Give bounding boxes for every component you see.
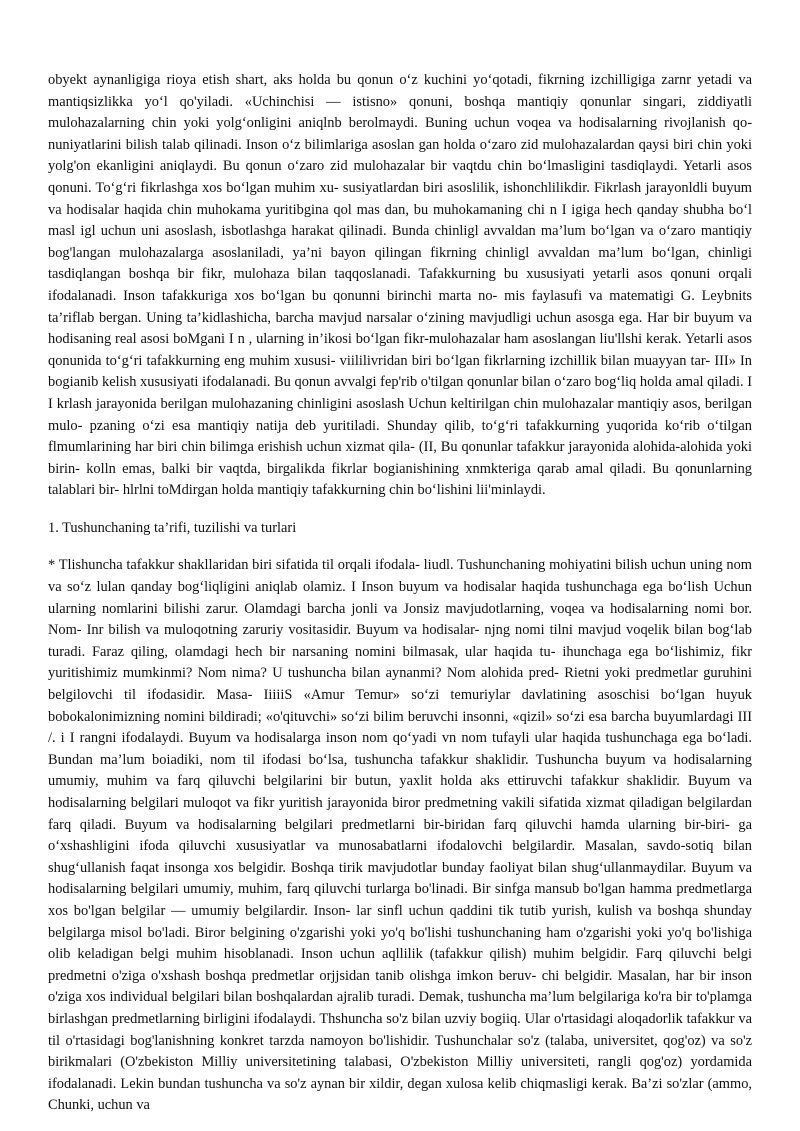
section-heading: 1. Tushunchaning ta’rifi, tuzilishi va turlari: [48, 519, 297, 536]
body-paragraph-1: obyekt aynanligiga rioya etish shart, aks holda bu qonun o‘z kuchini yo‘qotadi, fikrning izchilligiga zarnr yetadi va mantiqsizlikka yo‘l qo'yiladi. «Uchinchisi — istisno» qonuni, boshqa mantiqiy qonunlar singari, ziddiyatli mulohazalarning chin yoki yolg‘onligini aniqlnb berolmaydi. Buning uchun voqea va hodisalarning rivojlanish qo- nuniyatlarini bilish talab qilinadi. Inson o‘z bilimlariga asoslan gan holda o‘zaro zid mulohazalardan qaysi biri chin yoki yolg'on ekanligini aniqlaydi. Bu qonun o‘zaro zid mulohazalar bir vaqtdu chin bo‘lmasligini tasdiqlaydi. Yetarli asos qonuni. To‘g‘ri fikrlashga xos bo‘lgan muhim xu- susiyatlardan biri asoslilik, ishonchlilikdir. Fikrlash jarayonldli buyum va hodisalar haqida chin muhokama yuritibgina qol mas dan, bu muhokamaning chi n I igiga hech qanday shubha bo‘l masl igl uchun uni asoslash, isbotlashga harakat qilinadi. Bunda chinligl avvaldan ma’lum bo‘lgan va o‘zaro mantiqiy bog'langan mulohazalarga asoslaniladi, ya’ni bayon qilingan fikrning chinligl avvaldan ma’lum bo‘lgan, chinligi tasdiqlangan boshqa bir fikr, mulohaza bilan taqqoslanadi. Tafakkurning bu xususiyati yetarli asos qonuni orqali ifodalanadi. Inson tafakkuriga xos bo‘lgan bu qonunni birinchi marta no- mis faylasufi va matematigi G. Leybnits ta’riflab bergan. Uning ta’kidlashicha, barcha mavjud narsalar o‘zining mavjudligi uchun asosga ega. Har bir buyum va hodisaning real asosi boMgani I n , ularning in’ikosi bo‘lgan fikr-mulohazalar ham asoslangan liu'llshi kerak. Yetarli asos qonunida to‘g‘ri tafakkurning eng muhim xususi- viililivridan biri bo‘lgan fikrlarning izchillik bilan muayyan tar- III» In bogianib kelish xususiyati ifodalanadi. Bu qonun avvalgi fep'rib o'tilgan qonunlar bilan o‘zaro bog‘liq holda amal qiladi. I I krlash jarayonida berilgan mulohazaning chinligini asoslash Uchun keltirilgan chin mulohazalar mantiqiy asos, berilgan mulo- pzaning o‘zi esa mantiqiy natija deb yuritiladi. Shunday qilib, to‘g‘ri tafakkurning yuqorida ko‘rib o‘tilgan flmumlarining har biri chin bilimga erishish uchun xizmat qila- (II, Bu qonunlar tafakkur jarayonida alohida-alohida yoki birin- kolln emas, balki bir vaqtda, birgalikda fikrlar bogianishining xnmkteriga qarab amal qiladi. Bu qonunlarning talablari bir- hlrlni toMdirgan holda mantiqiy tafakkurning chin bo‘lishini lii'minlaydi.: [48, 72, 752, 499]
body-paragraph-2: * Tlishuncha tafakkur shakllaridan biri sifatida til orqali ifodala- liudl. Tushunchaning mohiyatini bilish uchun uning nom va so‘z lulan qanday bog‘liqligini aniqlab olamiz. I Inson buyum va hodisalar haqida tushunchaga ega bo‘lish Uchun ularning nomlarini bilishi zarur. Olamdagi barcha jonli va Jonsiz mavjudotlarning, voqea va hodisalarning nomi bor. Nom- Inr bilish va muloqotning zaruriy vositasidir. Buyum va hodisalar- njng nomi tilni mavjud voqelik bilan bog‘lab turadi. Faraz qiling, olamdagi hech bir narsaning nomini bilmasak, ular haqida tu- ihunchaga ega bo‘lishimiz, fikr yuritishimiz mumkinmi? Nom nima? U tushuncha bilan aynanmi? Nom alohida pred- Rietni yoki predmetlar guruhini belgilovchi til ifodasidir. Masa- IiiiiS «Amur Temur» so‘zi temuriylar davlatining asoschisi bo‘lgan huyuk bobokalonimizning nomini bildiradi; «o'qituvchi» so‘zi bilim beruvchi insonni, «qizil» so‘zi esa barcha buyumlardagi III /. i I rangni ifodalaydi. Buyum va hodisalarga inson nom qo‘yadi vn nom tufayli ular haqida tushunchaga ega bo‘ladi. Bundan ma’lum boiadiki, nom til ifodasi bo‘lsa, tushuncha tafakkur shaklidir. Tushuncha buyum va hodisalarning umumiy, muhim va farq qiluvchi belgilarini bir butun, yaxlit holda aks ettiruvchi tafakkur shaklidir. Buyum va hodisalarning belgilari muloqot va fikr yuritish jarayonida biror predmetning vakili sifatida xizmat qiladigan belgilardan farq qiladi. Buyum va hodisalarning belgilari predmetlarni bir-biridan farq qiluvchi hamda ularning bir-biri- ga o‘xshashligini ifoda qiluvchi xususiyatlar va munosabatlarni ifodalovchi belgilardir. Masalan, savdo-sotiq bilan shug‘ullanish faqat insonga xos belgidir. Boshqa tirik mavjudotlar bunday faoliyat bilan shug‘ullanmaydilar. Buyum va hodisalarning belgilari umumiy, muhim, farq qiluvchi turlarga bo'linadi. Bir sinfga mansub bo'lgan hamma predmetlarga xos bo'lgan belgilar — umumiy belgilardir. Inson- lar sinfl uchun qaddini tik tutib yurish, kulish va boshqa shunday belgilarga misol bo'ladi. Biror belgining o'zgarishi yoki yo'q bo'lishi tushunchaning ham o'zgarishi yoki yo'q bo'lishiga olib keladigan belgi muhim hisoblanadi. Inson uchun aqllilik (tafakkur qilish) muhim belgidir. Farq qiluvchi belgi predmetni o'ziga o'xshash boshqa predmetlar orjjsidan tanib olishga imkon beruv- chi belgidir. Masalan, har bir inson o'ziga xos individual belgilari bilan boshqalardan ajralib turadi. Demak, tushuncha ma’lum belgilariga ko'ra bir to'plamga birlashgan predmetlarning birligini ifodalaydi. Thshuncha so'z bilan uzviy bogiiq. Ular o'rtasidagi aloqadorlik tafakkur va til o'rtasidagi bog'lanishning konkret tarzda namoyon bo'lishidir. Tushunchalar so'z (talaba, universitet, qog'oz) va so'z birikmalari (O'zbekiston Milliy universitetining talabasi, O'zbekiston Milliy universiteti, rangli qog'oz) yordamida ifodalanadi. Lekin bundan tushuncha va so'z aynan bir xildir, degan xulosa kelib chiqmasligi kerak. Ba’zi so'zlar (ammo, Chunki, uchun va: [48, 557, 752, 1114]
